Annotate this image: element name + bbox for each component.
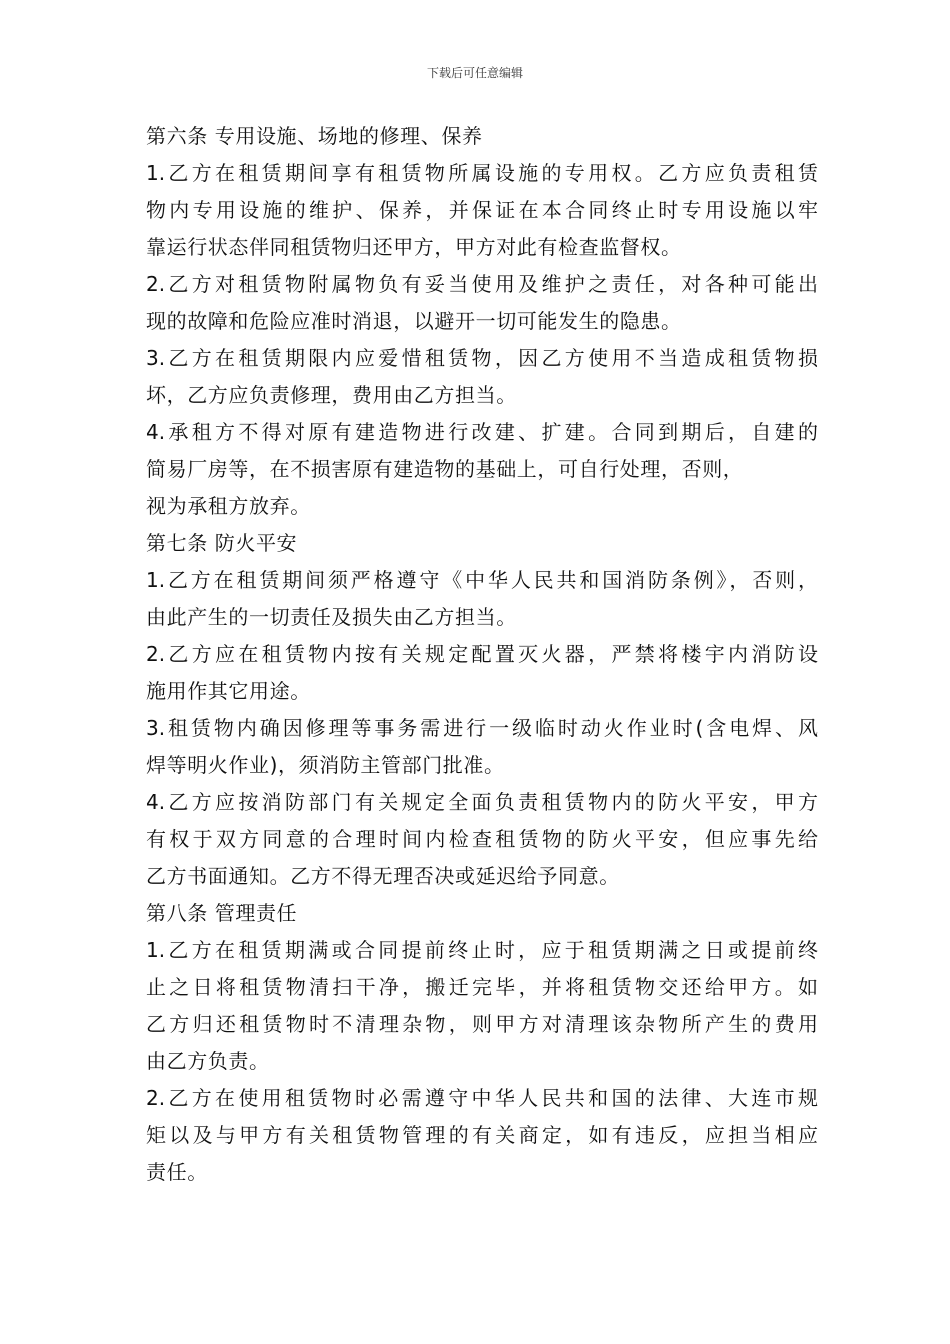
text-line: 4.乙方应按消防部门有关规定全面负责租赁物内的防火平安，甲方	[146, 790, 818, 814]
text-line: 第七条 防火平安	[146, 531, 298, 555]
document-body	[146, 118, 818, 1191]
text-line: 坏，乙方应负责修理，费用由乙方担当。	[146, 383, 517, 407]
text-line: 有权于双方同意的合理时间内检查租赁物的防火平安，但应事先给	[146, 827, 818, 851]
text-line: 3.租赁物内确因修理等事务需进行一级临时动火作业时(含电焊、风	[146, 716, 818, 740]
text-line: 2.乙方在使用租赁物时必需遵守中华人民共和国的法律、大连市规	[146, 1086, 818, 1110]
text-line: 物内专用设施的维护、保养，并保证在本合同终止时专用设施以牢	[146, 198, 818, 222]
text-line: 第六条 专用设施、场地的修理、保养	[146, 124, 483, 148]
text-line: 靠运行状态伴同租赁物归还甲方，甲方对此有检查监督权。	[146, 235, 682, 259]
text-line: 焊等明火作业)，须消防主管部门批准。	[146, 753, 505, 777]
text-line: 乙方归还租赁物时不清理杂物，则甲方对清理该杂物所产生的费用	[146, 1012, 818, 1036]
text-line: 矩以及与甲方有关租赁物管理的有关商定，如有违反，应担当相应	[146, 1123, 818, 1147]
text-line: 由乙方负责。	[146, 1049, 270, 1073]
text-line: 2.乙方应在租赁物内按有关规定配置灭火器，严禁将楼宇内消防设	[146, 642, 818, 666]
text-line: 止之日将租赁物清扫干净，搬迁完毕，并将租赁物交还给甲方。如	[146, 975, 818, 999]
text-line: 视为承租方放弃。	[146, 494, 311, 518]
text-line: 4.承租方不得对原有建造物进行改建、扩建。合同到期后，自建的	[146, 420, 818, 444]
text-line: 2.乙方对租赁物附属物负有妥当使用及维护之责任，对各种可能出	[146, 272, 818, 296]
text-line: 3.乙方在租赁期限内应爱惜租赁物，因乙方使用不当造成租赁物损	[146, 346, 818, 370]
page-header-note: 下载后可任意编辑	[426, 66, 523, 80]
text-line: 乙方书面通知。乙方不得无理否决或延迟给予同意。	[146, 864, 620, 888]
text-line: 1.乙方在租赁期间须严格遵守《中华人民共和国消防条例》，否则，	[146, 568, 818, 592]
text-line: 1.乙方在租赁期满或合同提前终止时，应于租赁期满之日或提前终	[146, 938, 818, 962]
text-line: 第八条 管理责任	[146, 901, 298, 925]
text-line: 简易厂房等，在不损害原有建造物的基础上，可自行处理，否则，	[146, 457, 744, 481]
text-line: 施用作其它用途。	[146, 679, 311, 703]
text-line: 责任。	[146, 1160, 208, 1184]
text-line: 现的故障和危险应准时消退，以避开一切可能发生的隐患。	[146, 309, 682, 333]
text-line: 1.乙方在租赁期间享有租赁物所属设施的专用权。乙方应负责租赁	[146, 161, 818, 185]
text-line: 由此产生的一切责任及损失由乙方担当。	[146, 605, 517, 629]
